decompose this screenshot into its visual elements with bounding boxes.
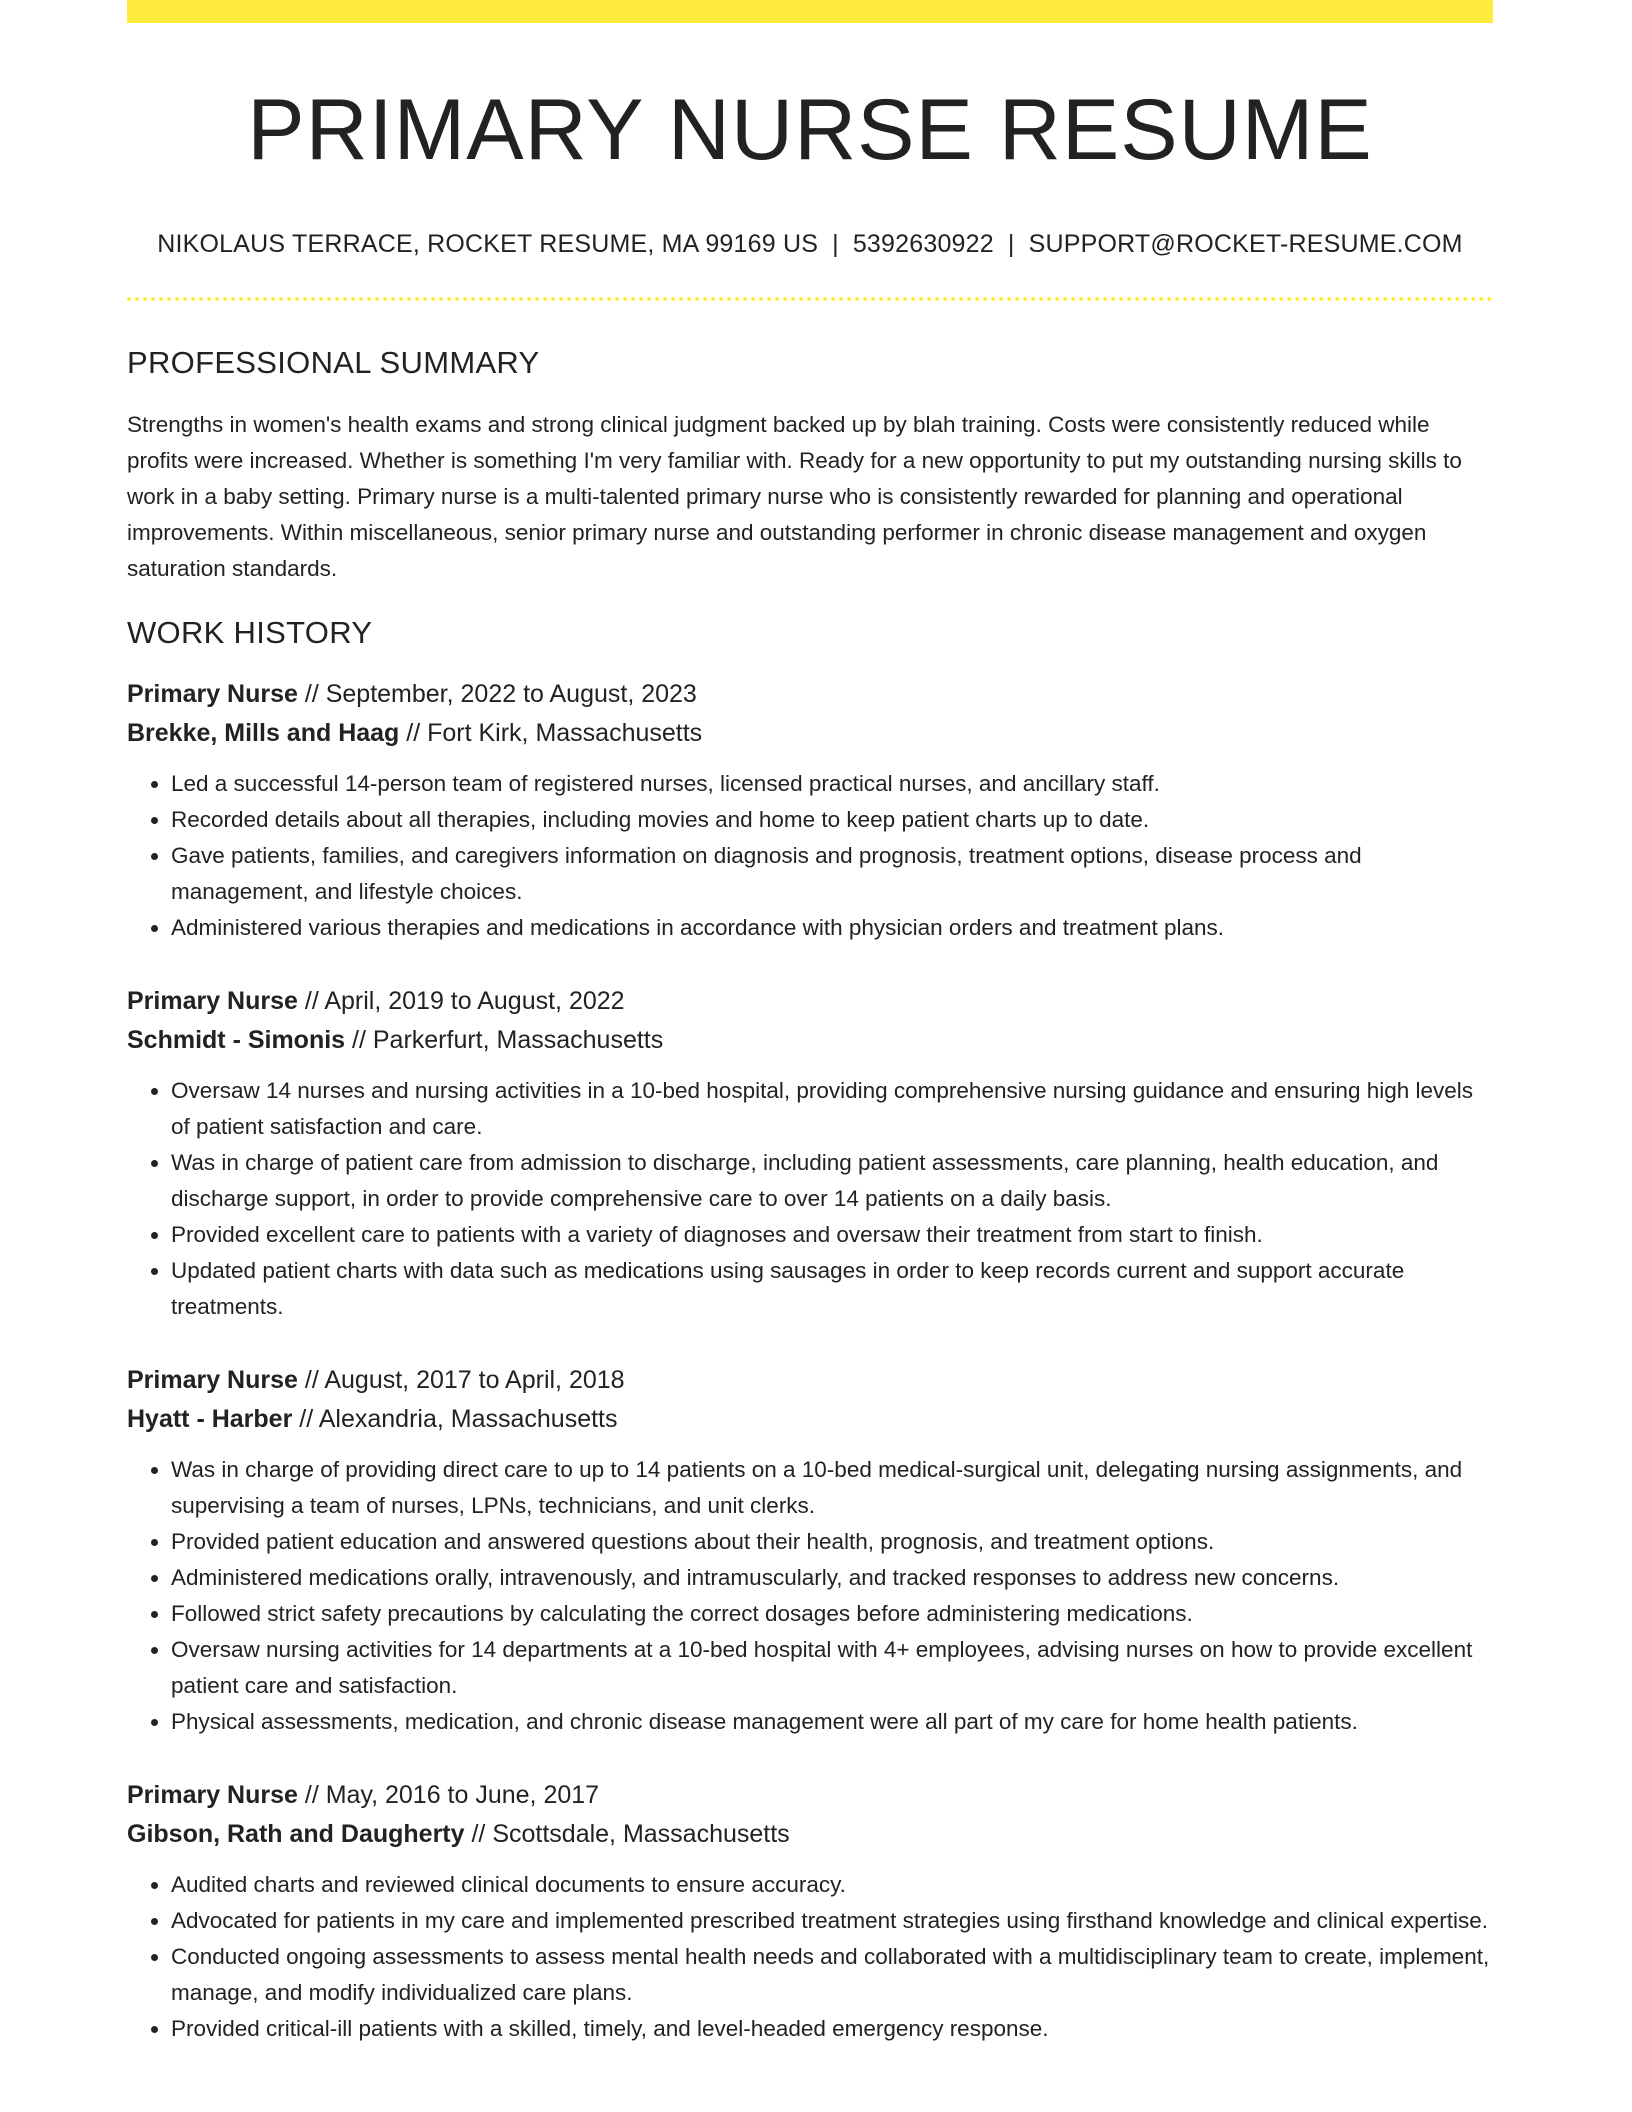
job-bullets bbox=[127, 1867, 1493, 2047]
list-item: • Recorded details about all therapies, including movies and home to keep patient charts up to date. bbox=[171, 802, 1493, 838]
job-entry bbox=[127, 1361, 1493, 1740]
job-company-line bbox=[127, 1815, 1493, 1854]
list-item: • Provided critical-ill patients with a skilled, timely, and level-headed emergency response. bbox=[171, 2011, 1493, 2047]
job-bullets bbox=[127, 1452, 1493, 1740]
contact-phone: 5392630922 bbox=[852, 229, 994, 258]
work-history-heading: WORK HISTORY bbox=[127, 614, 373, 650]
contact-line bbox=[127, 230, 1493, 259]
dotted-divider bbox=[127, 297, 1493, 301]
job-entry bbox=[127, 982, 1493, 1325]
job-location: // Scottsdale, Massachusetts bbox=[464, 1819, 790, 1848]
job-dates: // September, 2022 to August, 2023 bbox=[297, 679, 697, 708]
list-item: • Was in charge of patient care from admission to discharge, including patient assessments, care planning, health education, and discharge support, in order to provide comprehensive care to over 14 patients on a daily basis. bbox=[171, 1145, 1493, 1217]
job-location: // Parkerfurt, Massachusetts bbox=[345, 1025, 664, 1054]
list-item: • Followed strict safety precautions by calculating the correct dosages before administering medications. bbox=[171, 1596, 1493, 1632]
list-item: • Led a successful 14-person team of registered nurses, licensed practical nurses, and ancillary staff. bbox=[171, 766, 1493, 802]
job-title: Primary Nurse bbox=[127, 986, 298, 1015]
contact-address: NIKOLAUS TERRACE, ROCKET RESUME, MA 99169 US bbox=[157, 229, 819, 258]
job-company-line bbox=[127, 1021, 1493, 1060]
list-item: • Oversaw nursing activities for 14 departments at a 10-bed hospital with 4+ employees, advising nurses on how to provide excellent patient care and satisfaction. bbox=[171, 1632, 1493, 1704]
list-item: • Advocated for patients in my care and implemented prescribed treatment strategies using firsthand knowledge and clinical expertise. bbox=[171, 1903, 1493, 1939]
job-bullets bbox=[127, 766, 1493, 946]
list-item: • Provided excellent care to patients with a variety of diagnoses and oversaw their treatment from start to finish. bbox=[171, 1217, 1493, 1253]
job-company-line bbox=[127, 1400, 1493, 1439]
summary-heading: PROFESSIONAL SUMMARY bbox=[127, 344, 540, 380]
list-item: • Administered medications orally, intravenously, and intramuscularly, and tracked responses to address new concerns. bbox=[171, 1560, 1493, 1596]
job-title-line bbox=[127, 675, 1493, 714]
job-dates: // August, 2017 to April, 2018 bbox=[297, 1365, 625, 1394]
job-company-line bbox=[127, 714, 1493, 753]
job-title-line bbox=[127, 982, 1493, 1021]
list-item: • Updated patient charts with data such as medications using sausages in order to keep records current and support accurate treatments. bbox=[171, 1253, 1493, 1325]
job-title-line bbox=[127, 1361, 1493, 1400]
contact-separator: | bbox=[832, 229, 839, 258]
contact-separator: | bbox=[1007, 229, 1015, 258]
list-item: • Audited charts and reviewed clinical documents to ensure accuracy. bbox=[171, 1867, 1493, 1903]
job-bullets bbox=[127, 1073, 1493, 1325]
job-title-line bbox=[127, 1776, 1493, 1815]
job-company: Hyatt - Harber bbox=[127, 1404, 293, 1433]
resume-title: PRIMARY NURSE RESUME bbox=[247, 82, 1373, 178]
job-entry bbox=[127, 1776, 1493, 2047]
list-item: • Oversaw 14 nurses and nursing activities in a 10-bed hospital, providing comprehensive nursing guidance and ensuring high levels of patient satisfaction and care. bbox=[171, 1073, 1493, 1145]
job-location: // Alexandria, Massachusetts bbox=[292, 1404, 618, 1433]
list-item: • Administered various therapies and medications in accordance with physician orders and treatment plans. bbox=[171, 910, 1493, 946]
list-item: • Physical assessments, medication, and chronic disease management were all part of my care for home health patients. bbox=[171, 1704, 1493, 1740]
job-title: Primary Nurse bbox=[127, 1365, 298, 1394]
list-item: • Conducted ongoing assessments to assess mental health needs and collaborated with a multidisciplinary team to create, implement, manage, and modify individualized care plans. bbox=[171, 1939, 1493, 2011]
contact-email: SUPPORT@ROCKET-RESUME.COM bbox=[1028, 229, 1463, 258]
list-item: • Was in charge of providing direct care to up to 14 patients on a 10-bed medical-surgical unit, delegating nursing assignments, and supervising a team of nurses, LPNs, technicians, and unit clerks. bbox=[171, 1452, 1493, 1524]
job-company: Gibson, Rath and Daugherty bbox=[127, 1819, 465, 1848]
list-item: • Gave patients, families, and caregivers information on diagnosis and prognosis, treatment options, disease process and management, and lifestyle choices. bbox=[171, 838, 1493, 910]
summary-text: Strengths in women's health exams and strong clinical judgment backed up by blah training. Costs were consistently reduced while profits were increased. Whether is something I'm very familiar with. Ready for a new opportunity to put my outstanding nursing skills to work in a baby setting. Primary nurse is a multi-talented primary nurse who is consistently rewarded for planning and operational improvements. Within miscellaneous, senior primary nurse and outstanding performer in chronic disease management and oxygen saturation standards. bbox=[127, 411, 1462, 581]
job-dates: // April, 2019 to August, 2022 bbox=[297, 986, 625, 1015]
job-dates: // May, 2016 to June, 2017 bbox=[297, 1780, 600, 1809]
resume-page bbox=[127, 0, 1493, 2047]
job-company: Brekke, Mills and Haag bbox=[127, 718, 400, 747]
top-accent-bar bbox=[127, 0, 1493, 23]
job-company: Schmidt - Simonis bbox=[127, 1025, 346, 1054]
job-title: Primary Nurse bbox=[127, 1780, 298, 1809]
job-entry bbox=[127, 675, 1493, 946]
list-item: • Provided patient education and answered questions about their health, prognosis, and treatment options. bbox=[171, 1524, 1493, 1560]
job-title: Primary Nurse bbox=[127, 679, 298, 708]
job-location: // Fort Kirk, Massachusetts bbox=[399, 718, 703, 747]
